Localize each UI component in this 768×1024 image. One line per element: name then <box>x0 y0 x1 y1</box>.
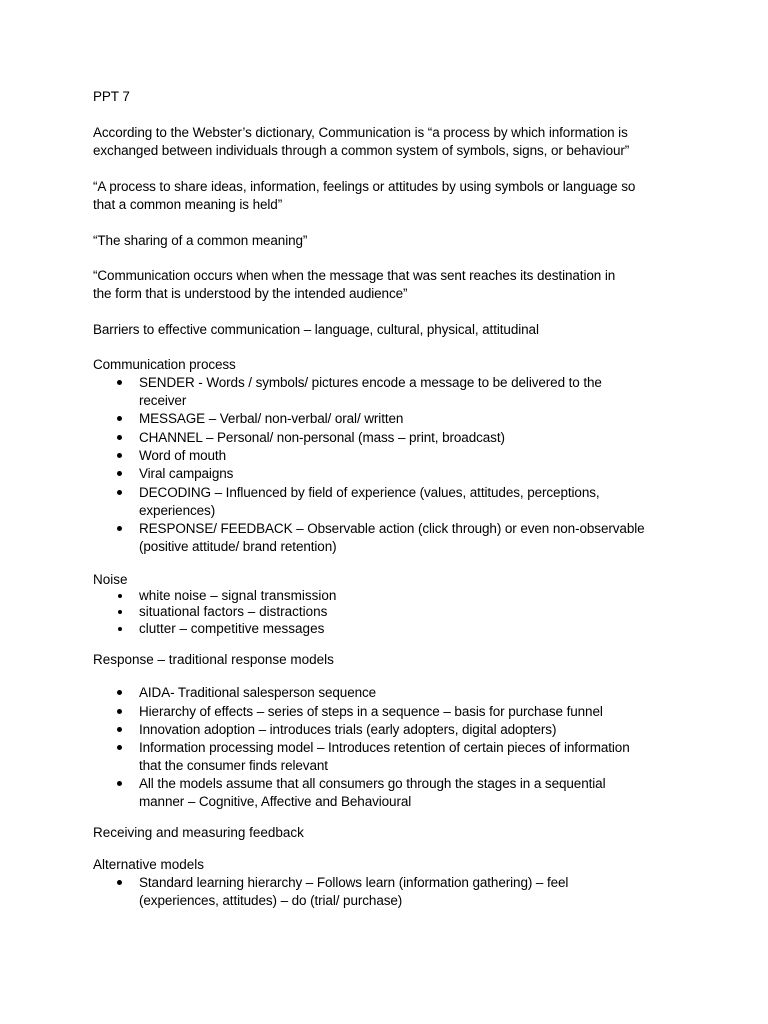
response-item-all-models-line-2: manner – Cognitive, Affective and Behavioural <box>139 794 412 809</box>
bullet-icon <box>117 781 122 786</box>
definition-4-line-2: the form that is understood by the intended audience” <box>93 286 408 301</box>
response-item-all-models-line-1: All the models assume that all consumers go through the stages in a sequential <box>139 776 606 791</box>
definition-2-line-2: that a common meaning is held” <box>93 197 283 212</box>
list-item-response-feedback-line-2: (positive attitude/ brand retention) <box>139 539 337 554</box>
bullet-icon <box>118 627 122 631</box>
response-item-information-processing-line-2: that the consumer finds relevant <box>139 758 328 773</box>
communication-process-heading: Communication process <box>93 357 236 372</box>
bullet-icon <box>117 490 122 495</box>
barriers-text: Barriers to effective communication – language, cultural, physical, attitudinal <box>93 322 539 337</box>
noise-item-situational-factors: situational factors – distractions <box>139 604 328 619</box>
list-item-channel: CHANNEL – Personal/ non-personal (mass – print, broadcast) <box>139 430 505 445</box>
definition-2-line-1: “A process to share ideas, information, feelings or attitudes by using symbols or language so <box>93 179 636 194</box>
bullet-icon <box>117 709 122 714</box>
bullet-icon <box>117 745 122 750</box>
list-item-decoding-line-1: DECODING – Influenced by field of experience (values, attitudes, perceptions, <box>139 485 600 500</box>
alternative-item-standard-learning-line-2: (experiences, attitudes) – do (trial/ purchase) <box>139 893 403 908</box>
list-item-response-feedback-line-1: RESPONSE/ FEEDBACK – Observable action (click through) or even non-observable <box>139 521 645 536</box>
list-item-decoding-line-2: experiences) <box>139 503 216 518</box>
document-heading: PPT 7 <box>93 89 130 104</box>
noise-heading: Noise <box>93 572 128 587</box>
bullet-icon <box>117 471 122 476</box>
bullet-icon <box>117 380 122 385</box>
alternative-item-standard-learning-line-1: Standard learning hierarchy – Follows learn (information gathering) – feel <box>139 875 569 890</box>
receiving-feedback-heading: Receiving and measuring feedback <box>93 825 304 840</box>
list-item-sender-line-2: receiver <box>139 393 187 408</box>
definition-4-line-1: “Communication occurs when when the message that was sent reaches its destination in <box>93 268 616 283</box>
bullet-icon <box>117 690 122 695</box>
alternative-models-heading: Alternative models <box>93 857 205 872</box>
bullet-icon <box>117 416 122 421</box>
list-item-word-of-mouth: Word of mouth <box>139 448 226 463</box>
bullet-icon <box>117 453 122 458</box>
noise-item-white-noise: white noise – signal transmission <box>139 588 337 603</box>
response-item-aida: AIDA- Traditional salesperson sequence <box>139 685 377 700</box>
bullet-icon <box>117 435 122 440</box>
noise-item-clutter: clutter – competitive messages <box>139 621 325 636</box>
response-item-innovation-adoption: Innovation adoption – introduces trials (early adopters, digital adopters) <box>139 722 557 737</box>
definition-1-line-1: According to the Webster’s dictionary, Communication is “a process by which information is <box>93 125 628 140</box>
response-item-hierarchy-of-effects: Hierarchy of effects – series of steps in a sequence – basis for purchase funnel <box>139 704 603 719</box>
definition-3-line-1: “The sharing of a common meaning” <box>93 233 308 248</box>
bullet-icon <box>117 526 122 531</box>
response-heading: Response – traditional response models <box>93 652 334 667</box>
list-item-sender-line-1: SENDER - Words / symbols/ pictures encode a message to be delivered to the <box>139 375 602 390</box>
list-item-viral-campaigns: Viral campaigns <box>139 466 234 481</box>
definition-1-line-2: exchanged between individuals through a common system of symbols, signs, or behaviour” <box>93 143 630 158</box>
bullet-icon <box>118 610 122 614</box>
bullet-icon <box>118 594 122 598</box>
response-item-information-processing-line-1: Information processing model – Introduces retention of certain pieces of information <box>139 740 630 755</box>
list-item-message: MESSAGE – Verbal/ non-verbal/ oral/ written <box>139 411 404 426</box>
bullet-icon <box>117 727 122 732</box>
bullet-icon <box>117 880 122 885</box>
